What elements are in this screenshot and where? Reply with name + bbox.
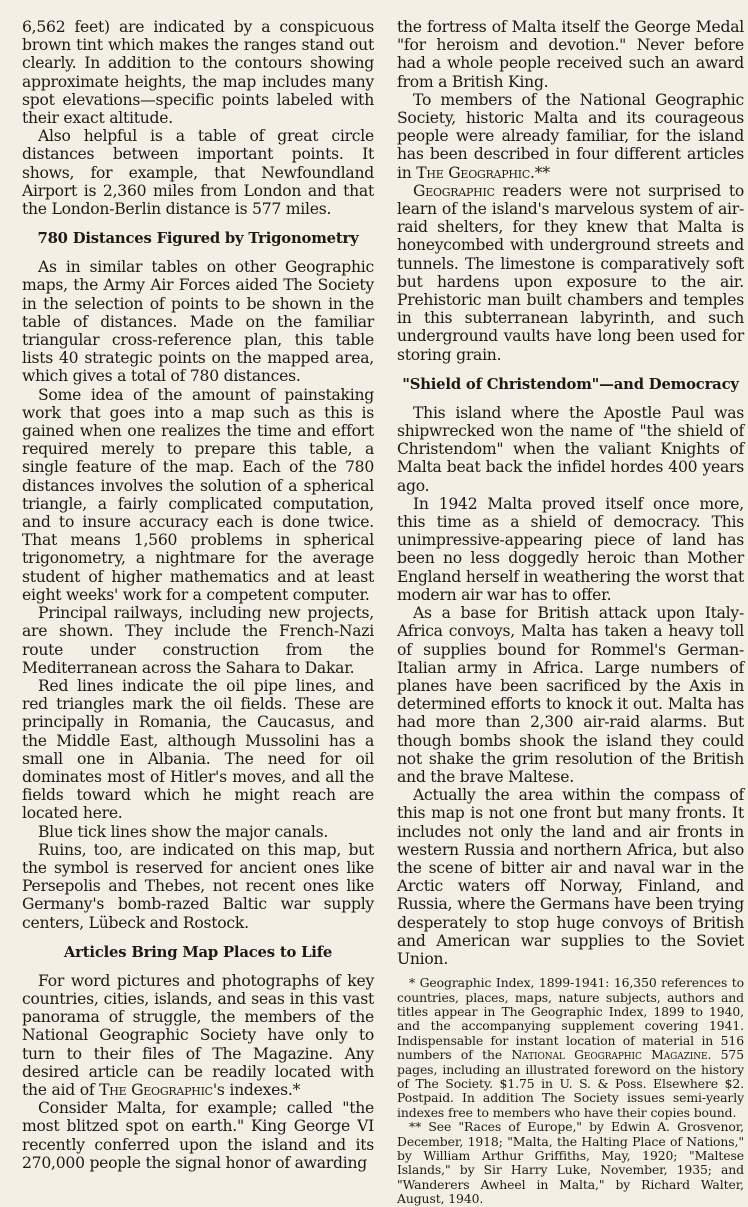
right-paragraph-3 — [397, 182, 744, 364]
right-paragraph-6: As a base for British attack upon Italy-Africa convoys, Malta has taken a heavy toll of supplies bound for Rommel's German-Italian army in Africa. Large numbers of planes have been sacrificed by the Axis in determined efforts to knock it out. Malta has had more than 2,300 air-raid alarms. But though bombs shook the island they could not shake the grim resolution of the British and the brave Maltese. — [397, 604, 744, 786]
right-paragraph-2-text: To members of the National Geographic Society, historic Malta and its courageous people were already familiar, for the island has been described in four different articles in — [397, 90, 744, 182]
footnote-malta-articles: ** See "Races of Europe," by Edwin A. Grosvenor, December, 1918; "Malta, the Halting Place of Nations," by William Arthur Griffiths, May, 1920; "Maltese Islands," by Sir Harry Luke, November, 1935; and "Wanderers Awheel in Malta," by Richard Walter, August, 1940. — [397, 1119, 744, 1207]
right-paragraph-2 — [397, 91, 744, 182]
left-paragraph-9-end: 's indexes.* — [212, 1080, 301, 1099]
left-paragraph-2: Also helpful is a table of great circle distances between important points. It shows, for example, that Newfoundland Airport is 2,360 miles from London and that the London-Berlin distance is 577 miles. — [22, 127, 374, 219]
left-paragraph-5: Principal railways, including new projects, are shown. They include the French-Nazi route under construction from the Mediterranean across the Sahara to Dakar. — [22, 604, 374, 677]
geographic-smallcaps: Geographic — [413, 181, 495, 200]
left-paragraph-7: Blue tick lines show the major canals. — [38, 822, 329, 841]
footnote-1-smallcaps: National Geographic Magazine — [511, 1047, 708, 1063]
left-paragraph-9 — [22, 972, 374, 1099]
section-heading-articles: Articles Bring Map Places to Life — [63, 943, 333, 961]
right-paragraph-7: Actually the area within the compass of this map is not one front but many fronts. It includes not only the land and air fronts in western Russia and northern Africa, but also the scene of bitter air and naval war in the Arctic waters off Norway, Finland, and Russia, where the Germans have been trying desperately to stop huge convoys of British and American war supplies to the Soviet Union. — [397, 786, 744, 968]
section-heading-shield: "Shield of Christendom"—and Democracy — [402, 375, 739, 393]
left-paragraph-6: Red lines indicate the oil pipe lines, and red triangles mark the oil fields. These are principally in Romania, the Caucasus, and the Middle East, although Mussolini has a small one in Albania. The need for oil dominates most of Hitler's moves, and all the fields toward which he might reach are located here. — [22, 676, 374, 823]
right-column — [397, 18, 744, 1207]
left-paragraph-10: Consider Malta, for example; called "the most blitzed spot on earth." King George VI recently conferred upon the island and its 270,000 people the signal honor of awarding — [22, 1099, 374, 1172]
magazine-name-smallcaps: The Geographic — [416, 163, 531, 182]
left-paragraph-4: Some idea of the amount of painstaking work that goes into a map such as this is gained when one realizes the time and effort required merely to prepare this table, a single feature of the map. Each of the 780 distances involves the solution of a spherical triangle, a fairly complicated computation, and to insure accuracy each is done twice. That means 1,560 problems in spherical trigonometry, a nightmare for the average student of higher mathematics and at least eight weeks' work for a competent computer. — [22, 385, 374, 604]
magazine-name-smallcaps: The Geographic — [99, 1080, 213, 1099]
left-paragraph-1: 6,562 feet) are indicated by a conspicuous brown tint which makes the ranges stand out clearly. In addition to the contours showing approximate heights, the map includes many spot elevations—specific points labeled with their exact altitude. — [22, 18, 374, 128]
footnotes — [397, 976, 744, 1207]
left-paragraph-3: As in similar tables on other Geographic maps, the Army Air Forces aided The Society in the selection of points to be shown in the table of distances. Made on the familiar triangular cross-reference plan, this table lists 40 strategic points on the mapped area, which gives a total of 780 distances. — [22, 258, 374, 386]
section-heading-trigonometry: 780 Distances Figured by Trigonometry — [37, 230, 359, 248]
left-paragraph-8: Ruins, too, are indicated on this map, but the symbol is reserved for ancient ones like Persepolis and Thebes, not recent ones like Germany's bomb-razed Baltic war supply centers, Lübeck and Rostock. — [22, 840, 374, 932]
right-paragraph-2-end: .** — [530, 163, 550, 182]
right-paragraph-5: In 1942 Malta proved itself once more, this time as a shield of democracy. This unimpressive-appearing piece of land has been no less doggedly heroic than Mother England herself in weathering the worst that modern air war has to offer. — [397, 494, 744, 604]
footnote-1-text: * Geographic Index, 1899-1941: 16,350 references to countries, places, maps, nature subjects, authors and titles appear in The Geographic Index, 1899 to 1940, and the accompanying supplement covering 1941. Indispensable for instant location of material in 516 numbers of the — [397, 975, 744, 1063]
right-paragraph-1: the fortress of Malta itself the George Medal "for heroism and devotion." Never before had a whole people received such an award from a British King. — [397, 18, 744, 91]
footnote-1-end: . 575 pages, including an illustrated foreword on the history of The Society. $1.75 in U. S. & Poss. Elsewhere $2. Postpaid. In addition The Society issues semi-yearly indexes free to members who have their copies bound. — [397, 1047, 744, 1120]
footnote-index — [397, 976, 744, 1120]
left-paragraph-9-text: For word pictures and photographs of key countries, cities, islands, and seas in this vast panorama of struggle, the members of the National Geographic Society have only to turn to their files of The Magazine. Any desired article can be readily located with the aid of — [22, 971, 374, 1099]
left-column — [22, 18, 374, 1172]
right-paragraph-3-text: readers were not surprised to learn of the island's marvelous system of air-raid shelters, for they knew that Malta is honeycombed with underground streets and tunnels. The limestone is comparatively soft but hardens upon exposure to the air. Prehistoric man built chambers and temples in this subterranean labyrinth, and such underground vaults have long been used for storing grain. — [397, 181, 744, 364]
right-paragraph-4: This island where the Apostle Paul was shipwrecked won the name of "the shield of Christendom" when the valiant Knights of Malta beat back the infidel hordes 400 years ago. — [397, 403, 744, 495]
